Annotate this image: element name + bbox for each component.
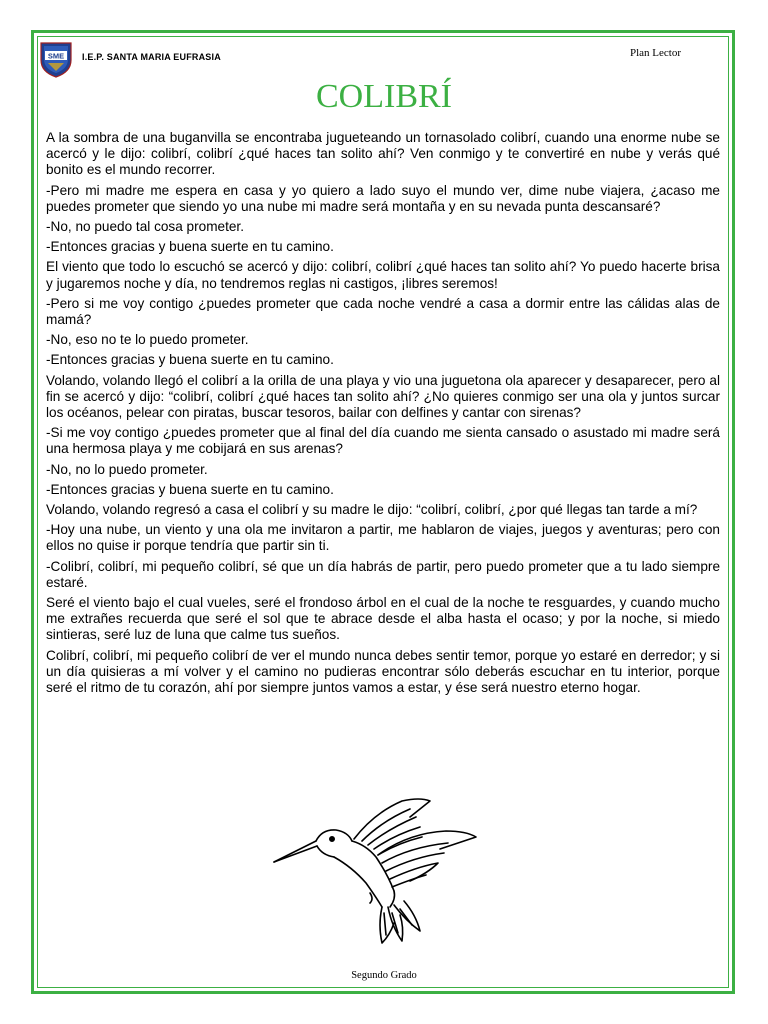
school-name: I.E.P. SANTA MARIA EUFRASIA bbox=[82, 52, 221, 62]
story-paragraph: Volando, volando llegó el colibrí a la orilla de una playa y vio una juguetona ola aparecer y desaparecer, pero al fin se acercó y dijo: “colibrí, colibrí ¿qué haces tan solito ahí? ¿No quieres conmigo ser una ola y juntos surcar los océanos, pelear con piratas, buscar tesoros, bailar con delfines y cantar con sirenas? bbox=[46, 372, 720, 421]
story-paragraph: -Hoy una nube, un viento y una ola me invitaron a partir, me hablaron de viajes, juegos y aventuras; pero con ellos no quise ir porque tendría que partir sin ti. bbox=[46, 522, 720, 554]
story-paragraph: -Colibrí, colibrí, mi pequeño colibrí, sé que un día habrás de partir, pero puedo prometer que a tu lado siempre estaré. bbox=[46, 558, 720, 590]
story-paragraph: -Pero mi madre me espera en casa y yo quiero a lado suyo el mundo ver, dime nube viajera, ¿acaso me puedes prometer que siendo yo una nube mi madre será montaña y en su nevada punta descansaré? bbox=[46, 182, 720, 214]
story-paragraph: A la sombra de una buganvilla se encontraba jugueteando un tornasolado colibrí, cuando una enorme nube se acercó y le dijo: colibrí, colibrí ¿qué haces tan solito ahí? Ven conmigo y te convertiré en nube y verás qué bonito es el mundo recorrer. bbox=[46, 130, 720, 178]
story-title: COLIBRÍ bbox=[316, 78, 452, 115]
story-paragraph: -Pero si me voy contigo ¿puedes prometer que cada noche vendré a casa a dormir entre las cálidas alas de mamá? bbox=[46, 295, 720, 328]
footer-grade: Segundo Grado bbox=[351, 970, 417, 981]
story-body bbox=[46, 130, 720, 700]
story-paragraph: -Entonces gracias y buena suerte en tu camino. bbox=[46, 239, 334, 255]
story-paragraph: -No, no lo puedo prometer. bbox=[46, 461, 208, 477]
story-paragraph: Volando, volando regresó a casa el colibrí y su madre le dijo: “colibrí, colibrí, ¿por qué llegas tan tarde a mí? bbox=[46, 502, 698, 518]
story-paragraph: Colibrí, colibrí, mi pequeño colibrí de ver el mundo nunca debes sentir temor, porque yo estaré en derredor; y si un día quisieras a mí volver y el camino no pudieras encontrar sólo deberás escuchar en tu interior, porque seré el ritmo de tu corazón, ahí por siempre juntos vamos a estar, y ése será nuestro eterno hogar. bbox=[46, 647, 720, 696]
logo-lettering: SME bbox=[47, 51, 65, 61]
story-paragraph: El viento que todo lo escuchó se acercó y dijo: colibrí, colibrí ¿qué haces tan solito ahí? Yo puedo hacerte brisa y jugaremos noche y día, no tendremos reglas ni castigos, ¡libres seremos! bbox=[46, 259, 720, 291]
program-label: Plan Lector bbox=[630, 47, 682, 59]
story-paragraph: -Si me voy contigo ¿puedes prometer que al final del día cuando me sienta cansado o asustado mi madre será una hermosa playa y me cobijará en sus arenas? bbox=[46, 425, 720, 457]
story-paragraph: -No, eso no te lo puedo prometer. bbox=[46, 332, 249, 348]
story-paragraph: Seré el viento bajo el cual vueles, seré el frondoso árbol en el cual de la noche te resguardes, y cuando mucho me extrañes recuerda que seré el sol que te abrace desde el alba hasta el ocaso; y por la noche, si miedo sintieras, seré luz de luna que calme tus sueños. bbox=[46, 595, 720, 643]
story-paragraph: -Entonces gracias y buena suerte en tu camino. bbox=[46, 352, 334, 368]
story-paragraph: -Entonces gracias y buena suerte en tu camino. bbox=[46, 481, 334, 497]
school-crest-logo bbox=[39, 40, 73, 78]
hummingbird-illustration bbox=[270, 795, 480, 947]
story-paragraph: -No, no puedo tal cosa prometer. bbox=[46, 219, 244, 235]
